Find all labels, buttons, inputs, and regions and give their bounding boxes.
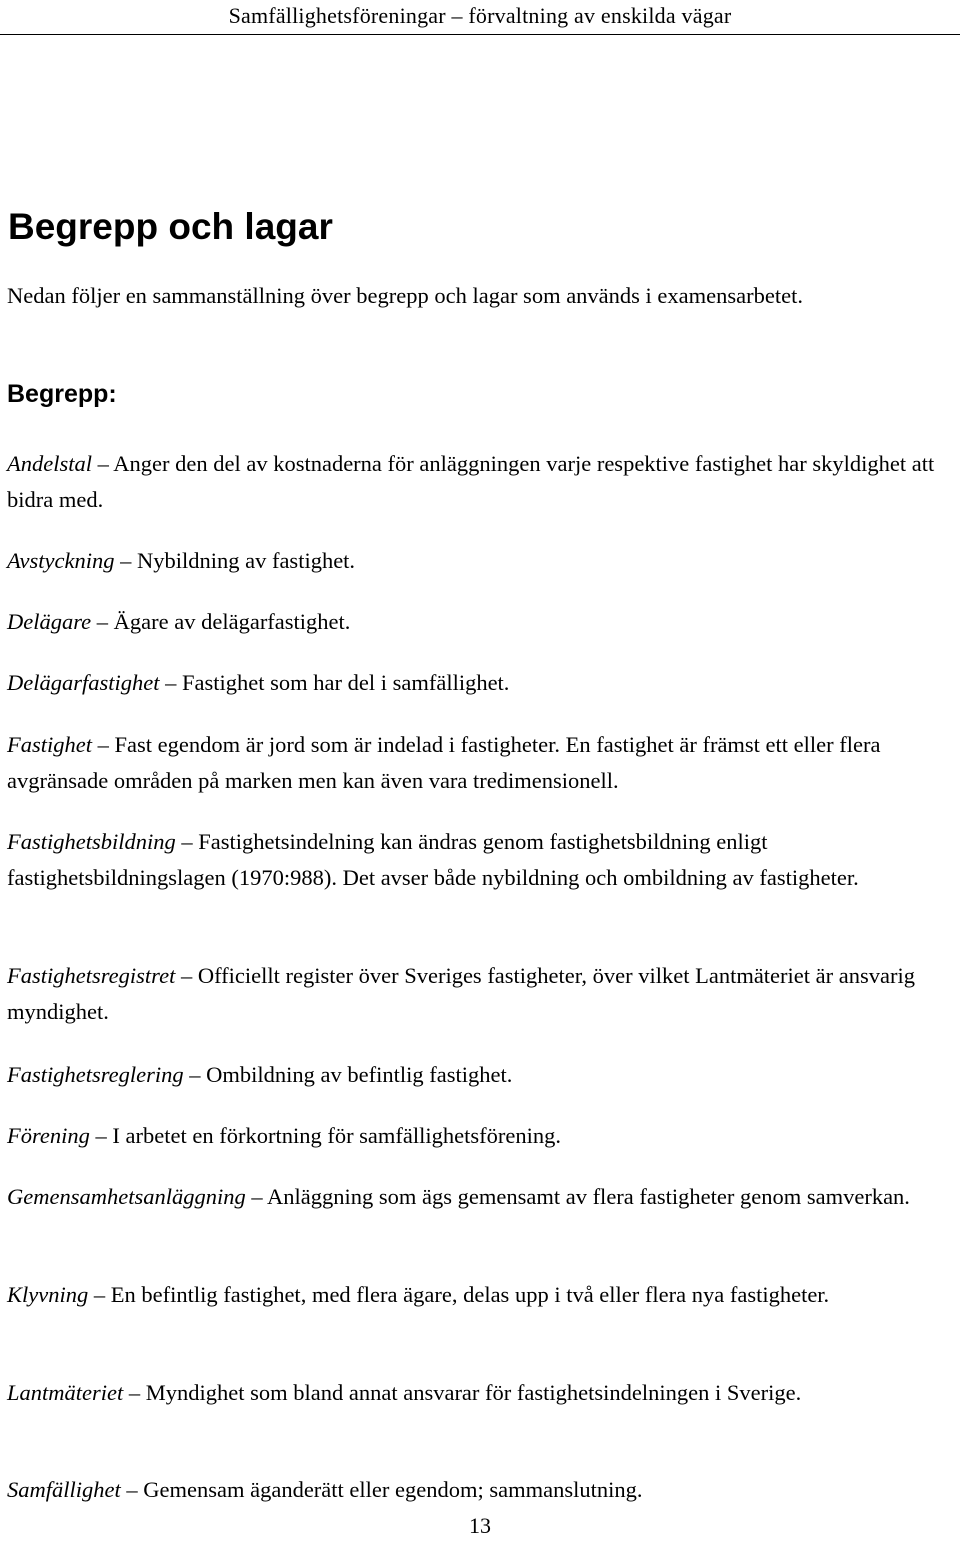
definition-fastighet bbox=[7, 727, 947, 799]
definition-text: Anläggning som ägs gemensamt av flera fastigheter genom samverkan. bbox=[267, 1184, 910, 1209]
definition-separator: – bbox=[245, 1184, 267, 1209]
definition-term: Förening bbox=[7, 1123, 90, 1148]
definition-term: Fastighetsbildning bbox=[7, 829, 176, 854]
definition-term: Lantmäteriet bbox=[7, 1380, 124, 1405]
definition-separator: – bbox=[175, 829, 199, 854]
definition-separator: – bbox=[159, 670, 182, 695]
definition-separator: – bbox=[183, 1062, 207, 1087]
definition-text: Fast egendom är jord som är indelad i fastigheter. En fastighet är främst ett eller flera avgränsade områden på marken men kan även vara tredimensionell. bbox=[7, 732, 881, 793]
definition-klyvning bbox=[7, 1277, 947, 1313]
definition-samfallighet bbox=[7, 1472, 947, 1508]
definition-forening bbox=[7, 1118, 947, 1154]
definition-separator: – bbox=[89, 1123, 113, 1148]
definition-text: Nybildning av fastighet. bbox=[136, 548, 356, 573]
definition-delagarfastighet bbox=[7, 665, 947, 701]
definition-separator: – bbox=[123, 1380, 146, 1405]
definition-andelstal bbox=[7, 446, 947, 518]
definition-text: Ägare av delägarfastighet. bbox=[113, 609, 351, 634]
definition-term: Fastighetsregistret bbox=[7, 963, 176, 988]
definition-text: Myndighet som bland annat ansvarar för fastighetsindelningen i Sverige. bbox=[145, 1380, 802, 1405]
definition-text: Officiellt register över Sveriges fastigheter, över vilket Lantmäteriet är ansvarig myndighet. bbox=[7, 963, 915, 1024]
definition-term: Fastighet bbox=[7, 732, 92, 757]
definition-separator: – bbox=[114, 548, 137, 573]
definition-term: Delägarfastighet bbox=[7, 670, 160, 695]
definition-text: Anger den del av kostnaderna för anläggningen varje respektive fastighet har skyldighet att bidra med. bbox=[7, 451, 935, 512]
definition-term: Delägare bbox=[7, 609, 92, 634]
definition-separator: – bbox=[120, 1477, 144, 1502]
intro-paragraph: Nedan följer en sammanställning över begrepp och lagar som används i examensarbetet. bbox=[7, 283, 803, 308]
definition-text: En befintlig fastighet, med flera ägare, delas upp i två eller flera nya fastigheter. bbox=[110, 1282, 830, 1307]
definition-separator: – bbox=[91, 609, 114, 634]
definition-term: Klyvning bbox=[7, 1282, 89, 1307]
definition-term: Gemensamhetsanläggning bbox=[7, 1184, 246, 1209]
page-title: Begrepp och lagar bbox=[8, 206, 333, 247]
definition-separator: – bbox=[92, 732, 115, 757]
definition-term: Fastighetsreglering bbox=[7, 1062, 184, 1087]
definition-fastighetsregistret bbox=[7, 958, 947, 1030]
running-header: Samfällighetsföreningar – förvaltning av enskilda vägar bbox=[0, 0, 960, 35]
definition-gemensamhetsanlaggning bbox=[7, 1179, 947, 1215]
page-number: 13 bbox=[469, 1513, 491, 1538]
definition-delagare bbox=[7, 604, 947, 640]
definition-separator: – bbox=[88, 1282, 111, 1307]
definition-text: Gemensam äganderätt eller egendom; sammanslutning. bbox=[143, 1477, 643, 1502]
definition-text: Fastighetsindelning kan ändras genom fastighetsbildning enligt fastighetsbildningslagen (1970:988). Det avser både nybildning och ombildning av fastigheter. bbox=[7, 829, 859, 890]
definition-lantmateriet bbox=[7, 1375, 947, 1411]
definition-fastighetsbildning bbox=[7, 824, 947, 896]
definition-text: Fastighet som har del i samfällighet. bbox=[182, 670, 510, 695]
definition-avstyckning bbox=[7, 543, 947, 579]
definition-separator: – bbox=[92, 451, 114, 476]
section-title: Begrepp: bbox=[7, 380, 117, 408]
definition-fastighetsreglering bbox=[7, 1057, 947, 1093]
definition-term: Andelstal bbox=[7, 451, 92, 476]
definition-text: I arbetet en förkortning för samfällighetsförening. bbox=[112, 1123, 561, 1148]
definition-term: Samfällighet bbox=[7, 1477, 121, 1502]
definition-separator: – bbox=[175, 963, 198, 988]
definition-text: Ombildning av befintlig fastighet. bbox=[206, 1062, 513, 1087]
definition-term: Avstyckning bbox=[7, 548, 115, 573]
